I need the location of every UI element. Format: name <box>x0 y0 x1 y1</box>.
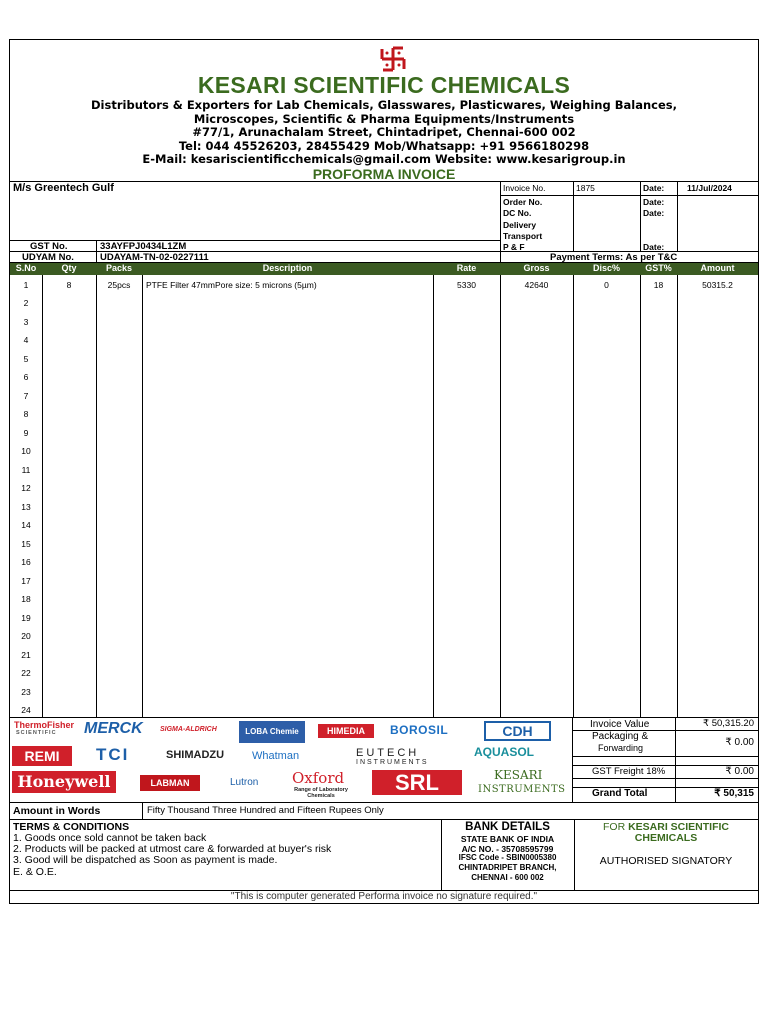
packaging-label: Packaging & <box>592 731 649 742</box>
invoice-value-label: Invoice Value <box>590 719 650 730</box>
thermofisher-sub: SCIENTIFIC <box>16 730 57 736</box>
terms-item: 3. Good will be dispatched as Soon as payment is made. <box>13 854 278 866</box>
order-date-label: Date: <box>643 197 665 207</box>
terms-item: 1. Goods once sold cannot be taken back <box>13 832 207 844</box>
row-gross: 42640 <box>524 280 549 290</box>
dc-date-label: Date: <box>643 208 665 218</box>
invoice-date-label: Date: <box>643 183 665 193</box>
row-serial: 22 <box>21 668 31 678</box>
invoice-date-value: 11/Jul/2024 <box>687 183 732 193</box>
sigma-aldrich-logo: SIGMA-ALDRICH <box>160 726 217 733</box>
merck-logo: MERCK <box>84 720 143 737</box>
row-serial: 20 <box>21 631 31 641</box>
transport-label: Transport <box>503 231 543 241</box>
row-serial: 13 <box>21 502 31 512</box>
oxford-logo: Oxford <box>292 769 345 787</box>
oxford-sub: Range of Laboratory Chemicals <box>294 787 348 799</box>
col-header-qty: Qty <box>61 263 77 273</box>
remi-logo: REMI <box>12 746 72 766</box>
signatory-for-label: FOR <box>602 821 626 833</box>
delivery-label: Delivery <box>503 220 537 230</box>
footer-note: "This is computer generated Performa invoice no signature required." <box>230 891 538 902</box>
row-serial: 18 <box>21 594 31 604</box>
row-serial: 7 <box>23 391 29 401</box>
grand-total-value: ₹ 50,315 <box>714 788 754 799</box>
udyam-value: UDAYAM-TN-02-0227111 <box>100 252 209 263</box>
borosil-logo: BOROSIL <box>390 723 449 737</box>
row-qty: 8 <box>66 280 72 290</box>
company-tagline-1: Distributors & Exporters for Lab Chemicals, Glasswares, Plasticwares, Weighing Balances, <box>91 98 677 112</box>
row-serial: 24 <box>21 705 31 715</box>
terms-item: 2. Products will be packed at utmost care & forwarded at buyer's risk <box>13 843 332 855</box>
col-header-sno: S.No <box>15 263 37 273</box>
row-serial: 3 <box>23 317 29 327</box>
order-no-label: Order No. <box>503 197 543 207</box>
col-header-rate: Rate <box>456 263 477 273</box>
row-serial: 12 <box>21 483 31 493</box>
eutech-logo: EUTECH <box>356 747 420 759</box>
document-title: PROFORMA INVOICE <box>312 166 456 182</box>
shimadzu-logo: SHIMADZU <box>166 749 225 761</box>
col-header-disc: Disc% <box>592 263 620 273</box>
row-serial: 23 <box>21 687 31 697</box>
bank-line: CHINTADRIPET BRANCH, <box>458 863 557 872</box>
invoice-value: ₹ 50,315.20 <box>703 718 754 729</box>
company-address: #77/1, Arunachalam Street, Chintadripet, Chennai-600 002 <box>192 125 576 139</box>
kesari-instruments-logo: KESARI <box>494 768 543 782</box>
row-gst: 18 <box>653 280 664 290</box>
aquasol-logo: AQUASOL <box>474 745 534 759</box>
terms-title: TERMS & CONDITIONS <box>13 821 130 833</box>
row-serial: 21 <box>21 650 31 660</box>
terms-item: E. & O.E. <box>13 866 57 878</box>
kesari-instruments-sub: INSTRUMENTS <box>478 784 566 795</box>
himedia-logo: HIMEDIA <box>318 724 374 738</box>
gst-value: 33AYFPJ0434L1ZM <box>100 241 187 252</box>
row-serial: 15 <box>21 539 31 549</box>
bank-line: STATE BANK OF INDIA <box>460 834 555 844</box>
row-serial: 2 <box>23 298 29 308</box>
row-serial: 6 <box>23 372 29 382</box>
col-header-gross: Gross <box>523 263 550 273</box>
company-email-website: E-Mail: kesariscientificchemicals@gmail.com Website: www.kesarigroup.in <box>142 152 626 166</box>
invoice-no-value: 1875 <box>576 183 595 193</box>
col-header-packs: Packs <box>105 263 133 273</box>
row-sno: 1 <box>23 280 29 290</box>
eutech-sub: INSTRUMENTS <box>356 759 429 766</box>
company-phone: Tel: 044 45526203, 28455429 Mob/Whatsapp: +91 9566180298 <box>178 139 590 153</box>
row-serial: 16 <box>21 557 31 567</box>
bank-title: BANK DETAILS <box>465 821 550 833</box>
forwarding-label: Forwarding <box>598 743 644 753</box>
row-amount: 50315.2 <box>702 280 733 290</box>
thermofisher-logo: ThermoFisher <box>14 720 75 730</box>
authorised-signatory: AUTHORISED SIGNATORY <box>599 855 733 867</box>
labman-logo: LABMAN <box>140 775 200 791</box>
row-serial: 19 <box>21 613 31 623</box>
invoice-frame <box>9 39 759 904</box>
freight-label: GST Freight 18% <box>592 766 666 777</box>
row-description: PTFE Filter 47mmPore size: 5 microns (5µm) <box>146 280 317 290</box>
col-header-description: Description <box>262 263 313 273</box>
bank-line: CHENNAI - 600 002 <box>471 873 544 882</box>
row-serial: 10 <box>21 446 31 456</box>
pf-label: P & F <box>503 242 525 252</box>
packaging-value: ₹ 0.00 <box>725 737 754 748</box>
lutron-logo: Lutron <box>230 777 259 788</box>
company-name: KESARI SCIENTIFIC CHEMICALS <box>197 72 571 98</box>
gst-label: GST No. <box>30 241 68 252</box>
invoice-no-label: Invoice No. <box>503 183 546 193</box>
srl-logo: SRL <box>372 770 462 795</box>
row-rate: 5330 <box>457 280 476 290</box>
amount-words-label: Amount in Words <box>13 805 101 817</box>
row-serial: 17 <box>21 576 31 586</box>
freight-value: ₹ 0.00 <box>725 766 754 777</box>
dc-no-label: DC No. <box>503 208 532 218</box>
cdh-logo: CDH <box>484 721 551 741</box>
bank-line: IFSC Code - SBIN0005380 <box>458 853 557 862</box>
row-serial: 5 <box>23 354 29 364</box>
grand-total-label: Grand Total <box>592 788 648 799</box>
whatman-logo: Whatman <box>252 750 300 762</box>
loba-chemie-logo: LOBA Chemie <box>239 721 305 743</box>
col-header-amount: Amount <box>700 263 735 273</box>
row-packs: 25pcs <box>107 280 131 290</box>
signatory-company: KESARI SCIENTIFIC <box>628 821 730 833</box>
honeywell-logo: Honeywell <box>12 771 116 793</box>
customer-name: M/s Greentech Gulf <box>13 182 114 194</box>
signatory-company-2: CHEMICALS <box>634 832 698 844</box>
row-serial: 9 <box>23 428 29 438</box>
col-header-gst: GST% <box>645 263 672 273</box>
row-serial: 4 <box>23 335 29 345</box>
payment-terms: Payment Terms: As per T&C <box>550 252 678 263</box>
bank-line: A/C NO. - 35708595799 <box>461 844 554 854</box>
row-serial: 8 <box>23 409 29 419</box>
company-tagline-2: Microscopes, Scientific & Pharma Equipments/Instruments <box>193 112 575 126</box>
swastika-icon <box>378 46 408 72</box>
row-disc: 0 <box>604 280 609 290</box>
row-serial: 14 <box>21 520 31 530</box>
tci-logo: TCI <box>96 745 130 764</box>
row-serial: 11 <box>21 465 31 475</box>
amount-words-value: Fifty Thousand Three Hundred and Fifteen Rupees Only <box>147 805 384 816</box>
pf-date-label: Date: <box>643 242 665 252</box>
udyam-label: UDYAM No. <box>22 252 74 263</box>
